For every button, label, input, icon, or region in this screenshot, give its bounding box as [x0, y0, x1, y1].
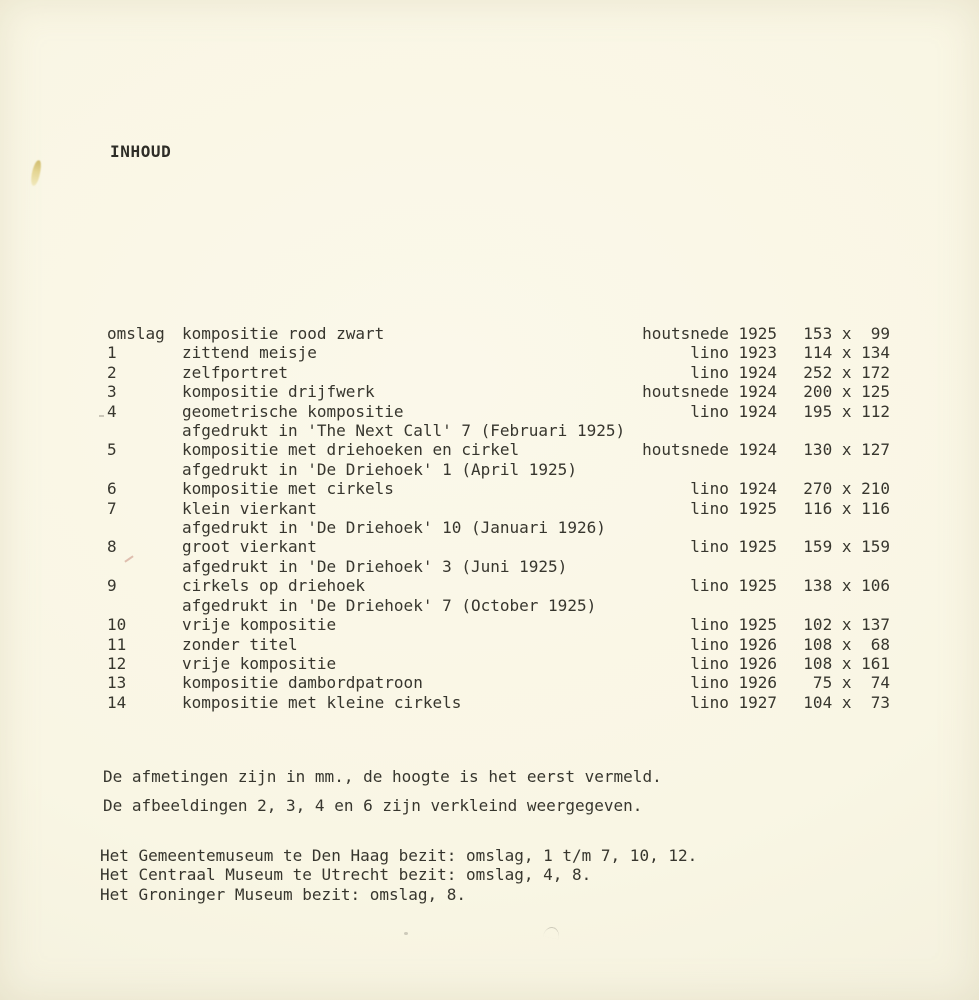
reduced-images-note: De afbeeldingen 2, 3, 4 en 6 zijn verkleind weergegeven.: [103, 796, 643, 815]
table-row: [107, 440, 890, 479]
entry-title: [182, 499, 637, 538]
table-row: [107, 324, 890, 343]
entry-title-text: kompositie drijfwerk: [182, 382, 375, 402]
entry-dimensions: 104 x 73: [803, 692, 890, 712]
entry-title: [182, 382, 637, 401]
entry-title-text: zittend meisje: [182, 343, 317, 363]
table-row: [107, 693, 890, 712]
entry-title-text: zonder titel: [182, 634, 298, 654]
entry-dimensions: 270 x 210: [803, 479, 890, 499]
entry-technique: lino 1923: [690, 343, 777, 363]
entry-title-text: kompositie dambordpatroon: [182, 673, 423, 693]
entry-title: [182, 693, 637, 712]
entry-note: afgedrukt in 'De Driehoek' 7 (October 1925): [182, 595, 597, 615]
entry-technique: lino 1927: [690, 692, 777, 712]
museum-collections: [100, 846, 697, 904]
entry-number: 14: [107, 692, 127, 712]
table-row: [107, 673, 890, 692]
entry-title: [182, 635, 637, 654]
entry-title-text: vrije kompositie: [182, 653, 337, 673]
entry-number: 4: [107, 401, 117, 421]
entry-number: 13: [107, 673, 127, 693]
entry-title: [182, 440, 637, 479]
page-title: INHOUD: [110, 141, 172, 161]
entry-title: [182, 576, 637, 615]
entry-note: afgedrukt in 'De Driehoek' 10 (Januari 1926): [182, 518, 606, 538]
entry-title: [182, 615, 637, 634]
table-row: [107, 654, 890, 673]
collection-line-centraal-museum: Het Centraal Museum te Utrecht bezit: omslag, 4, 8.: [100, 865, 592, 885]
entry-title-text: kompositie met kleine cirkels: [182, 692, 462, 712]
entry-title-text: zelfportret: [182, 362, 288, 382]
entry-technique: lino 1926: [690, 653, 777, 673]
entry-note: afgedrukt in 'De Driehoek' 3 (Juni 1925): [182, 556, 568, 576]
dimensions-note: De afmetingen zijn in mm., de hoogte is het eerst vermeld.: [103, 767, 662, 786]
table-row: [107, 402, 890, 441]
entry-title-text: groot vierkant: [182, 537, 317, 557]
table-row: [107, 363, 890, 382]
catalog-table: [107, 324, 890, 712]
paper-speck: [404, 932, 408, 935]
entry-dimensions: 200 x 125: [803, 382, 890, 402]
table-row: [107, 576, 890, 615]
entry-number: 7: [107, 498, 117, 518]
entry-technique: lino 1925: [690, 615, 777, 635]
entry-title: [182, 343, 637, 362]
entry-technique: lino 1925: [690, 537, 777, 557]
entry-dimensions: 116 x 116: [803, 498, 890, 518]
entry-dimensions: 195 x 112: [803, 401, 890, 421]
entry-number: 8: [107, 537, 117, 557]
entry-dimensions: 75 x 74: [803, 673, 890, 693]
collection-line-gemeentemuseum: Het Gemeentemuseum te Den Haag bezit: omslag, 1 t/m 7, 10, 12.: [100, 846, 698, 865]
entry-title-text: vrije kompositie: [182, 615, 337, 635]
entry-dimensions: 102 x 137: [803, 615, 890, 635]
entry-dimensions: 252 x 172: [803, 362, 890, 382]
paper-stain: [30, 160, 42, 187]
table-row: [107, 343, 890, 362]
entry-title: [182, 537, 637, 576]
entry-technique: lino 1925: [690, 498, 777, 518]
entry-number: 10: [107, 615, 127, 635]
table-row: [107, 635, 890, 654]
entry-technique: lino 1924: [690, 479, 777, 499]
entry-note: afgedrukt in 'De Driehoek' 1 (April 1925): [182, 459, 577, 479]
pencil-mark: [99, 415, 104, 417]
entry-title: [182, 673, 637, 692]
entry-technique: lino 1926: [690, 634, 777, 654]
entry-title: [182, 654, 637, 673]
entry-number: 1: [107, 343, 117, 363]
entry-dimensions: 153 x 99: [803, 324, 890, 343]
entry-number: 3: [107, 382, 117, 402]
entry-dimensions: 108 x 68: [803, 634, 890, 654]
entry-title: [182, 324, 637, 343]
entry-title-text: kompositie met cirkels: [182, 479, 394, 499]
entry-title: [182, 363, 637, 382]
entry-technique: lino 1924: [690, 401, 777, 421]
entry-title-text: cirkels op driehoek: [182, 576, 366, 596]
entry-title: [182, 402, 637, 441]
entry-technique: lino 1926: [690, 673, 777, 693]
entry-technique: houtsnede 1925: [642, 324, 777, 343]
entry-number: omslag: [107, 324, 165, 343]
table-row: [107, 382, 890, 401]
entry-title-text: kompositie rood zwart: [182, 324, 385, 343]
table-row: [107, 479, 890, 498]
entry-title: [182, 479, 637, 498]
entry-title-text: kompositie met driehoeken en cirkel: [182, 440, 520, 460]
entry-title-text: geometrische kompositie: [182, 401, 404, 421]
table-row: [107, 499, 890, 538]
entry-dimensions: 159 x 159: [803, 537, 890, 557]
entry-technique: lino 1924: [690, 362, 777, 382]
table-row: [107, 537, 890, 576]
entry-technique: houtsnede 1924: [642, 440, 777, 460]
entry-number: 12: [107, 653, 127, 673]
entry-technique: houtsnede 1924: [642, 382, 777, 402]
entry-dimensions: 108 x 161: [803, 653, 890, 673]
table-row: [107, 615, 890, 634]
entry-dimensions: 130 x 127: [803, 440, 890, 460]
collection-line-groninger-museum: Het Groninger Museum bezit: omslag, 8.: [100, 884, 467, 904]
entry-number: 11: [107, 634, 127, 654]
entry-number: 2: [107, 362, 117, 382]
entry-note: afgedrukt in 'The Next Call' 7 (Februari 1925): [182, 421, 626, 441]
entry-dimensions: 138 x 106: [803, 576, 890, 596]
entry-number: 9: [107, 576, 117, 596]
pencil-mark: [543, 925, 561, 939]
entry-number: 6: [107, 479, 117, 499]
entry-technique: lino 1925: [690, 576, 777, 596]
entry-number: 5: [107, 440, 117, 460]
entry-title-text: klein vierkant: [182, 498, 317, 518]
entry-dimensions: 114 x 134: [803, 343, 890, 363]
